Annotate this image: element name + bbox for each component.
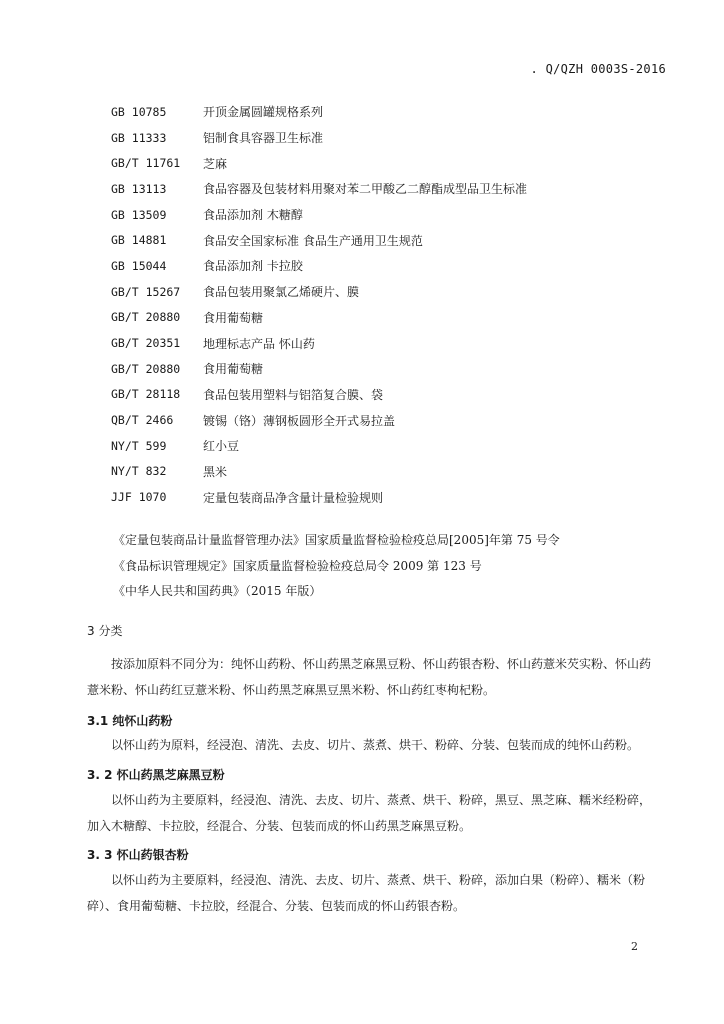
reference-code: NY/T 832: [111, 464, 167, 479]
pure-powder-paragraph: [87, 733, 659, 759]
reference-title: 食用葡萄糖: [203, 310, 264, 325]
reference-row: [111, 125, 671, 151]
reference-title: 食品添加剂 木糖醇: [203, 208, 303, 223]
reference-code: GB/T 15267: [111, 284, 181, 299]
paragraph-text: 以怀山药为主要原料，经浸泡、清洗、去皮、切片、蒸煮、烘干、粉碎，添加白果（粉碎）、糯米（粉碎）、食用葡萄糖、卡拉胶，经混合、分装、包装而成的怀山药银杏粉。: [87, 873, 646, 913]
reference-code: GB 10785: [111, 104, 167, 119]
reference-title: 定量包装商品净含量计量检验规则: [203, 490, 384, 505]
reference-row: [111, 330, 671, 356]
regulation-item: 《中华人民共和国药典》（2015 年版）: [113, 584, 322, 599]
reference-code: QB/T 2466: [111, 413, 174, 428]
document-code: . Q/QZH 0003S-2016: [530, 62, 666, 76]
reference-title: 食品容器及包装材料用聚对苯二甲酸乙二醇酯成型品卫生标准: [203, 182, 528, 197]
reference-title: 红小豆: [203, 439, 240, 454]
reference-row: [111, 150, 671, 176]
reference-code: GB 11333: [111, 130, 167, 145]
reference-title: 食用葡萄糖: [203, 362, 264, 377]
regulation-item: 《定量包装商品计量监督管理办法》国家质量监督检验检疫总局[2005]年第 75 号令: [113, 533, 560, 548]
paragraph-text: 以怀山药为主要原料，经浸泡、清洗、去皮、切片、蒸煮、烘干、粉碎，黑豆、黑芝麻、糯米经粉碎，加入木糖醇、卡拉胶，经混合、分装、包装而成的怀山药黑芝麻黑豆粉。: [87, 793, 652, 833]
reference-title: 镀锡（铬）薄钢板圆形全开式易拉盖: [203, 413, 396, 428]
reference-row: [111, 459, 671, 485]
reference-row: [111, 253, 671, 279]
reference-code: GB/T 20880: [111, 310, 181, 325]
reference-row: [111, 356, 671, 382]
reference-row: [111, 176, 671, 202]
normative-references-list: [111, 99, 671, 510]
classification-intro-paragraph: [87, 652, 659, 703]
page-number: 2: [631, 940, 638, 953]
reference-code: GB/T 20351: [111, 336, 181, 351]
regulation-item: 《食品标识管理规定》国家质量监督检验检疫总局令 2009 第 123 号: [113, 558, 482, 573]
reference-code: GB/T 11761: [111, 156, 181, 171]
subsection-heading-black-sesame-powder: 3. 2 怀山药黑芝麻黑豆粉: [87, 768, 225, 782]
reference-title: 黑米: [203, 464, 228, 479]
regulations-list: [113, 527, 673, 604]
black-sesame-powder-paragraph: [87, 788, 659, 839]
reference-code: GB 14881: [111, 233, 167, 248]
reference-row: [111, 382, 671, 408]
reference-title: 铝制食具容器卫生标准: [203, 131, 324, 146]
reference-code: GB 15044: [111, 258, 167, 273]
paragraph-text: 按添加原料不同分为：纯怀山药粉、怀山药黑芝麻黑豆粉、怀山药银杏粉、怀山药薏米芡实粉、怀山药薏米粉、怀山药红豆薏米粉、怀山药黑芝麻黑豆黑米粉、怀山药红枣枸杞粉。: [87, 657, 652, 697]
section-heading-classification: 3 分类: [87, 624, 123, 638]
reference-code: GB/T 20880: [111, 361, 181, 376]
reference-title: 开顶金属圆罐规格系列: [203, 105, 324, 120]
reference-row: [111, 433, 671, 459]
reference-row: [111, 99, 671, 125]
reference-row: [111, 202, 671, 228]
reference-title: 芝麻: [203, 156, 228, 171]
reference-title: 食品添加剂 卡拉胶: [203, 259, 303, 274]
subsection-heading-ginkgo-powder: 3. 3 怀山药银杏粉: [87, 848, 189, 862]
reference-code: NY/T 599: [111, 438, 167, 453]
reference-title: 食品包装用塑料与铝箔复合膜、袋: [203, 387, 384, 402]
reference-row: [111, 407, 671, 433]
subsection-heading-pure-powder: 3.1 纯怀山药粉: [87, 714, 173, 728]
reference-title: 食品安全国家标准 食品生产通用卫生规范: [203, 233, 423, 248]
reference-code: GB/T 28118: [111, 387, 181, 402]
reference-code: JJF 1070: [111, 490, 167, 505]
reference-row: [111, 227, 671, 253]
reference-row: [111, 279, 671, 305]
reference-title: 食品包装用聚氯乙烯硬片、膜: [203, 285, 360, 300]
reference-row: [111, 484, 671, 510]
paragraph-text: 以怀山药为原料，经浸泡、清洗、去皮、切片、蒸煮、烘干、粉碎、分装、包装而成的纯怀山药粉。: [111, 738, 640, 752]
reference-code: GB 13509: [111, 207, 167, 222]
ginkgo-powder-paragraph: [87, 868, 659, 919]
reference-title: 地理标志产品 怀山药: [203, 336, 315, 351]
reference-row: [111, 305, 671, 331]
reference-code: GB 13113: [111, 181, 167, 196]
